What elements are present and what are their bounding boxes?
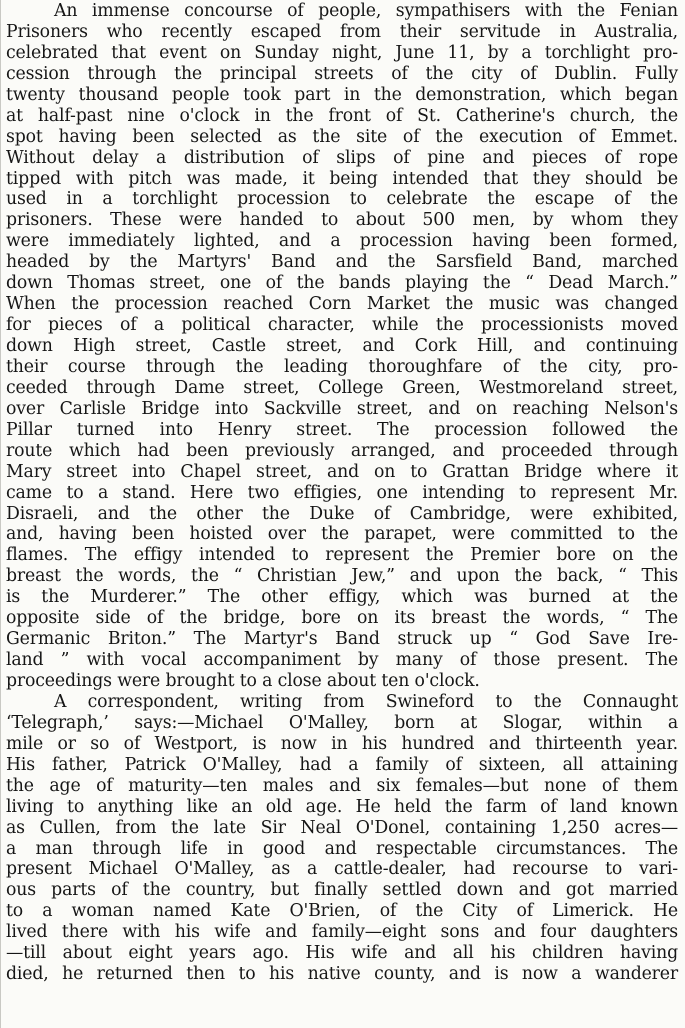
text-line: over Carlisle Bridge into Sackville street, and on reaching Nelson's	[6, 398, 678, 419]
text-line: An immense concourse of people, sympathisers with the Fenian	[54, 1, 678, 21]
text-line: proceedings were brought to a close about ten o'clock.	[6, 671, 480, 691]
text-line: Prisoners who recently escaped from their servitude in Australia,	[6, 21, 678, 42]
text-line: Germanic Briton.” The Martyr's Band struck up “ God Save Ire-	[6, 629, 678, 650]
text-line: celebrated that event on Sunday night, June 11, by a torchlight pro-	[6, 42, 678, 63]
text-line: used in a torchlight procession to celebrate the escape of the	[6, 189, 678, 210]
text-line: ceeded through Dame street, College Green, Westmoreland street,	[6, 377, 678, 398]
text-line: twenty thousand people took part in the demonstration, which began	[6, 84, 678, 105]
text-line: When the procession reached Corn Market the music was changed	[6, 294, 678, 315]
text-line: headed by the Martyrs' Band and the Sarsfield Band, marched	[6, 252, 678, 273]
text-line: flames. The effigy intended to represent the Premier bore on the	[6, 545, 678, 566]
text-line: cession through the principal streets of the city of Dublin. Fully	[6, 63, 678, 84]
text-line: lived there with his wife and family—eight sons and four daughters	[6, 922, 678, 943]
text-line: opposite side of the bridge, bore on its breast the words, “ The	[6, 608, 678, 629]
text-line: and, having been hoisted over the parapet, were committed to the	[6, 524, 678, 545]
text-line: at half-past nine o'clock in the front of St. Catherine's church, the	[6, 105, 678, 126]
text-line: down High street, Castle street, and Cork Hill, and continuing	[6, 336, 678, 356]
text-line: route which had been previously arranged, and proceeded through	[6, 440, 678, 461]
text-line: for pieces of a political character, while the processionists moved	[6, 315, 678, 336]
text-line: to a woman named Kate O'Brien, of the City of Limerick. He	[6, 901, 678, 922]
text-line: —till about eight years ago. His wife and all his children having	[6, 943, 678, 964]
text-line: is the Murderer.” The other effigy, which was burned at the	[6, 587, 678, 608]
text-line: came to a stand. Here two effigies, one intending to represent Mr.	[6, 482, 678, 503]
text-line: as Cullen, from the late Sir Neal O'Donel, containing 1,250 acres—	[6, 817, 678, 838]
text-line: Without delay a distribution of slips of pine and pieces of rope	[6, 147, 678, 168]
text-line: Pillar turned into Henry street. The procession followed the	[6, 419, 678, 440]
text-line: tipped with pitch was made, it being intended that they should be	[6, 168, 678, 189]
paragraph-fenian-procession	[6, 1, 678, 692]
text-line: died, he returned then to his native county, and is now a wanderer	[6, 964, 678, 985]
text-line: Disraeli, and the other the Duke of Cambridge, were exhibited,	[6, 503, 678, 524]
text-line: their course through the leading thoroughfare of the city, pro-	[6, 356, 678, 377]
text-line: a man through life in good and respectable circumstances. The	[6, 838, 678, 859]
text-line: present Michael O'Malley, as a cattle-dealer, had recourse to vari-	[6, 859, 678, 880]
text-line: breast the words, the “ Christian Jew,” and upon the back, “ This	[6, 566, 678, 587]
text-line: ‘Telegraph,’ says:—Michael O'Malley, born at Slogar, within a	[6, 712, 678, 733]
text-line: were immediately lighted, and a procession having been formed,	[6, 231, 678, 252]
text-line: spot having been selected as the site of the execution of Emmet.	[6, 126, 678, 147]
text-line: mile or so of Westport, is now in his hundred and thirteenth year.	[6, 733, 678, 754]
text-line: living to anything like an old age. He held the farm of land known	[6, 796, 678, 817]
text-line: prisoners. These were handed to about 500 men, by whom they	[6, 210, 678, 231]
text-line: land ” with vocal accompaniment by many of those present. The	[6, 650, 678, 671]
text-line: His father, Patrick O'Malley, had a family of sixteen, all attaining	[6, 754, 678, 775]
text-line: Mary street into Chapel street, and on to Grattan Bridge where it	[6, 461, 678, 482]
text-line: the age of maturity—ten males and six females—but none of them	[6, 775, 678, 796]
paragraph-centenarian	[6, 692, 678, 985]
column-rule	[0, 0, 1, 1028]
text-line: down Thomas street, one of the bands playing the “ Dead March.”	[6, 273, 678, 294]
text-line: ous parts of the country, but finally settled down and got married	[6, 880, 678, 901]
article-column	[6, 1, 678, 985]
text-line: A correspondent, writing from Swineford to the Connaught	[54, 691, 678, 712]
